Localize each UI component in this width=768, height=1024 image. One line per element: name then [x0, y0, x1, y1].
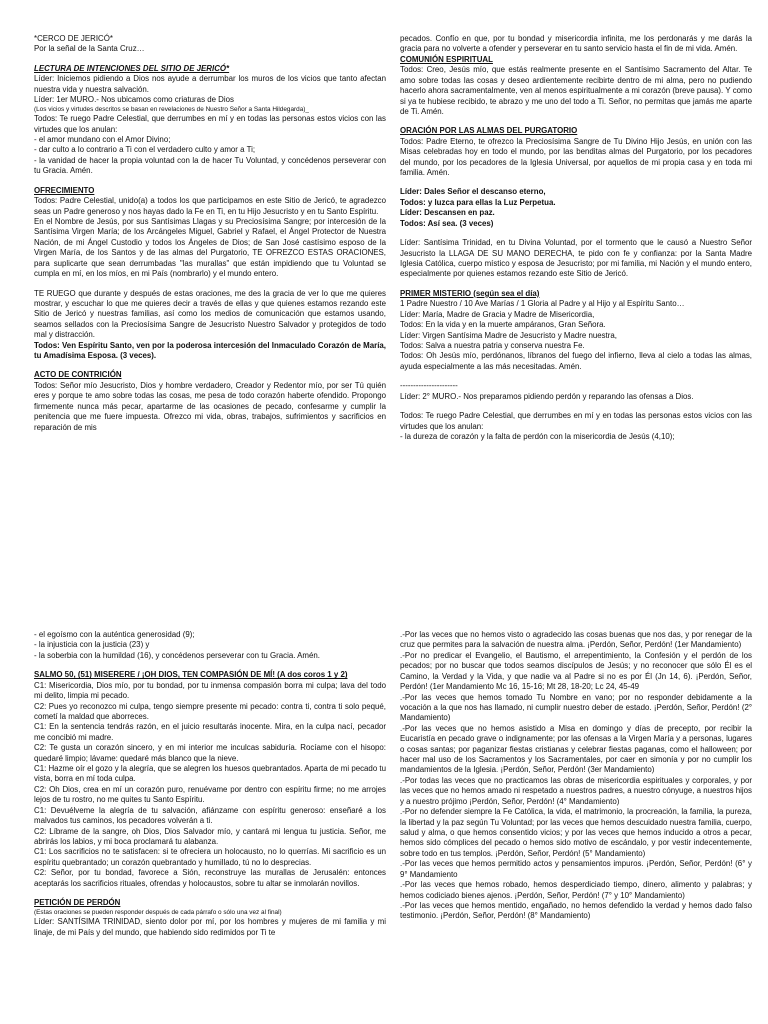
paragraph: C2: Líbrame de la sangre, oh Dios, Dios Salvador mío, y cantará mi lengua tu justicia. Señor, me abrirás los labios, y mi boca proclamará tu alabanza.: [34, 826, 386, 847]
paragraph: - dar culto a lo contrario a Ti con el verdadero culto y amor a Ti;: [34, 145, 256, 155]
left-column: [34, 630, 386, 938]
paragraph: *CERCO DE JERICÓ*: [34, 34, 113, 43]
paragraph: Líder: María, Madre de Gracia y Madre de Misericordia,: [400, 309, 595, 319]
paragraph: Todos: Ven Espíritu Santo, ven por la poderosa intercesión del Inmaculado Corazón de María, tu Amadísima Esposa. (3 veces).: [34, 340, 386, 361]
paragraph: Todos: Padre Eterno, te ofrezco la Preciosísima Sangre de Tu Divino Hijo Jesús, en unión con las Misas celebradas hoy en todo el mundo, por las benditas almas del Purgatorio, por los pecadores del mundo, por los pecadores de la Iglesia Universal, por aquellos de mi propia casa y en toda mi familia. Amén.: [400, 136, 752, 178]
paragraph: Todos: Te ruego Padre Celestial, que derrumbes en mí y en todas las personas estos vicios con las virtudes que los anulan:: [400, 411, 752, 431]
paragraph: Por la señal de la Santa Cruz…: [34, 44, 145, 54]
paragraph: Líder: 1er MURO.- Nos ubicamos como criaturas de Dios: [34, 95, 234, 105]
paragraph: Todos: Creo, Jesús mío, que estás realmente presente en el Santísimo Sacramento del Altar. Te amo sobre todas las cosas y deseo ardientemente recibirte dentro de mi alma, pero no pudiendo hacerlo ahora sacramentalmente, ven al menos espiritualmente a mi corazón (breve pausa). Y como si ya te hubiese recibido, te abrazo y me uno del todo a Ti. Señor, no permitas que jamás me aparte de Ti. Amén.: [400, 65, 752, 116]
paragraph: 1 Padre Nuestro / 10 Ave Marías / 1 Gloria al Padre y al Hijo y al Espíritu Santo…: [400, 299, 685, 309]
paragraph: - la soberbia con la humildad (16), y concédenos perseverar con tu Gracia. Amén.: [34, 650, 320, 660]
paragraph: Todos: Te ruego Padre Celestial, que derrumbes en mí y en todas las personas estos vicios con las virtudes que los anulan:: [34, 114, 386, 134]
paragraph: PRIMER MISTERIO (según sea el día): [400, 288, 540, 298]
right-column: [400, 630, 752, 922]
paragraph: Todos: Así sea. (3 veces): [400, 218, 494, 228]
paragraph: C2: Señor, por tu bondad, favorece a Sión, reconstruye las murallas de Jerusalén: entonces aceptarás los sacrificios rituales, ofrendas y holocaustos, sobre tu altar se inmolarán novillos.: [34, 868, 386, 888]
paragraph: .-Por las veces que hemos robado, hemos desperdiciado tiempo, dinero, alimento y palabras; y hemos codiciado bienes ajenos. ¡Perdón, Señor, Perdón! (7° y 10° Mandamiento): [400, 880, 752, 900]
paragraph: Todos: Padre Celestial, unido(a) a todos los que participamos en este Sitio de Jericó, te agradezco seas un Padre generoso y nos hayas dado la Fe en Ti, en tu Hijo Jesucristo y en tu Santo Espíritu.: [34, 196, 386, 216]
paragraph: C2: Pues yo reconozco mi culpa, tengo siempre presente mi pecado: contra ti, contra ti solo pequé, cometí la maldad que aborreces.: [34, 701, 386, 721]
paragraph: Todos: y luzca para ellas la Luz Perpetua.: [400, 197, 556, 207]
paragraph: .-Por las veces que hemos mentido, engañado, no hemos defendido la verdad y hemos dado falso testimonio. ¡Perdón, Señor, Perdón! (8° Mandamiento): [400, 900, 752, 921]
paragraph: (Estas oraciones se pueden responder después de cada párrafo o sólo una vez al final): [34, 908, 282, 916]
paragraph: C1: Misericordia, Dios mío, por tu bondad, por tu inmensa compasión borra mi culpa; lava del todo mi delito, limpia mi pecado.: [34, 680, 386, 701]
paragraph: ACTO DE CONTRICIÓN: [34, 370, 122, 380]
paragraph: Todos: Salva a nuestra patria y conserva nuestra Fe.: [400, 340, 585, 350]
paragraph: Líder: Dales Señor el descanso eterno,: [400, 187, 546, 197]
paragraph: En el Nombre de Jesús, por sus Santísimas Llagas y su Preciosísima Sangre; por intercesión de la Santísima Virgen María; de los Arcángeles Miguel, Gabriel y Rafael, el Ángel Protector de Nuestra Nación, de mi Ángel Custodio y todos los Ángeles de Dios; de San José castísimo esposo de la Virgen María, de los Santos y de las almas del Purgatorio, TE OFREZCO ESTAS ORACIONES, para suplicarte que sean derrumbadas "las murallas" que están impidiendo que tu Voluntad se cumpla en mí, en los míos, en mi País (nombrarlo) y el mundo entero.: [34, 216, 386, 279]
paragraph: Todos: Señor mío Jesucristo, Dios y hombre verdadero, Creador y Redentor mío, por ser Tú quién eres y porque te amo sobre todas las cosas, me pesa de todo corazón haberte ofendido. Propongo firmemente nunca más pecar, apartarme de las ocasiones de pecado, confesarme y cumplir la penitencia que me fuere impuesta. Ofrezco mi vida, obras, trabajos, sufrimientos y sacrificios en reparación de mis: [34, 380, 386, 432]
paragraph: LECTURA DE INTENCIONES DEL SITIO DE JERICÓ*: [34, 63, 230, 73]
left-column: [34, 34, 386, 433]
right-column: [400, 34, 752, 442]
paragraph: Líder: SANTÍSIMA TRINIDAD, siento dolor por mí, por los hombres y mujeres de mi familia y mi linaje, de mi País y del mundo, que habiendo sido redimidos por Ti te: [34, 917, 386, 937]
paragraph: .-Por no predicar el Evangelio, el Bautismo, el arrepentimiento, la Confesión y el perdón de los pecados; por no buscar que todos seamos discípulos de Jesús; y no reconocer que sólo Él es el Camino, la Verdad y la Vida, y que nadie va al Padre si no es por Él (Jn 14, 6). ¡Perdón, Señor, Perdón! (1er Mandamiento Mc 16, 15-16; Mt 28, 18-20; Lc 24, 45-49: [400, 650, 752, 692]
paragraph: .-Por las veces que no hemos visto o agradecido las cosas buenas que nos das, y por renegar de la cruz que permites para la salvación de nuestra alma. ¡Perdón, Señor, Perdón! (1er Mandamiento): [400, 630, 752, 650]
paragraph: .-Por las veces que hemos permitido actos y pensamientos impuros. ¡Perdón, Señor, Perdón! (6° y 9° Mandamiento: [400, 859, 752, 879]
paragraph: Líder: Virgen Santísima Madre de Jesucristo y Madre nuestra,: [400, 330, 617, 340]
paragraph: .-Por no defender siempre la Fe Católica, la vida, el matrimonio, la procreación, la familia, la pureza, la libertad y la paz según Tu Voluntad; por las veces que hemos descuidado nuestra familia, cuerpo, salud y alma, o que hemos consentido vicios; y por las veces que hemos inducido a otros a pecar, hemos sido cómplices del pecado o hemos sido motivo de escándalo, y por vestir indecentemente, sobre todo en tus templos. ¡Perdón, Señor, Perdón! (5° Mandamiento): [400, 807, 752, 858]
paragraph: .-Por todas las veces que no practicamos las obras de misericordia espirituales y corporales, y por las veces que no hemos amado ni respetado a nuestros padres, a nuestro cónyuge, a nuestros hijos y a nuestro prójimo ¡Perdón, Señor, Perdón! (4° Mandamiento): [400, 775, 752, 806]
paragraph: - la vanidad de hacer la propia voluntad con la de hacer Tu Voluntad, y concédenos perseverar con tu Gracia. Amén.: [34, 155, 386, 176]
paragraph: C1: En la sentencia tendrás razón, en el juicio resultarás inocente. Mira, en la culpa nací, pecador me concibió mi madre.: [34, 722, 386, 742]
paragraph: Líder: 2° MURO.- Nos preparamos pidiendo perdón y reparando las ofensas a Dios.: [400, 391, 694, 401]
paragraph: Líder: Santísima Trinidad, en tu Divina Voluntad, por el tormento que le causó a Nuestro Señor Jesucristo la LLAGA DE SU MANO DERECHA, te pido con fe y confianza: por la Santa Madre Iglesia Católica, cuerpo místico y esposa de Jesucristo; por mi familia, mi Nación y el mundo entero, especialmente por quienes estamos rezando este Sitio de Jericó.: [400, 238, 752, 279]
paragraph: - la injusticia con la justicia (23) y: [34, 640, 150, 650]
paragraph: .-Por las veces que hemos tomado Tu Nombre en vano; por no responder debidamente a la vocación a la que nos has llamado, ni cumplir nuestro deber de estado. ¡Perdón, Señor, Perdón! (2° Mandamiento): [400, 692, 752, 723]
paragraph: C1: Hazme oír el gozo y la alegría, que se alegren los huesos quebrantados. Aparta de mi pecado tu vista, borra en mí toda culpa.: [34, 764, 386, 784]
paragraph: ORACIÓN POR LAS ALMAS DEL PURGATORIO: [400, 126, 578, 136]
paragraph: .-Por las veces que no hemos asistido a Misa en domingo y días de precepto, por recibir la Eucaristía en pecado grave o indignamente; por las ofensas a la Virgen María y a personas, lugares o cosas santas; por paganizar fiestas cristianas y celebrar fiestas paganas, como el halloween; por hacer mal uso de los Sacramentos y los Sacramentales, por caer en simonía y por no cumplir los mandamientos de la Iglesia. ¡Perdón, Señor, Perdón! (3er Mandamiento): [400, 723, 752, 775]
paragraph: C2: Te gusta un corazón sincero, y en mi interior me inculcas sabiduría. Rocíame con el hisopo: quedaré limpio; lávame: quedaré más blanco que la nieve.: [34, 743, 386, 763]
paragraph: COMUNIÓN ESPIRITUAL: [400, 54, 493, 64]
paragraph: ----------------------: [400, 381, 458, 391]
paragraph: Todos: Oh Jesús mío, perdónanos, líbranos del fuego del infierno, lleva al cielo a todas las almas, ayuda especialmente a las más necesitadas. Amén.: [400, 351, 752, 371]
paragraph: C1: Los sacrificios no te satisfacen: si te ofreciera un holocausto, no lo querrías. Mi sacrificio es un espíritu quebrantado; un corazón quebrantado y humillado, tú no lo desprecias.: [34, 847, 386, 867]
paragraph: - el amor mundano con el Amor Divino;: [34, 135, 171, 145]
paragraph: C2: Oh Dios, crea en mí un corazón puro, renuévame por dentro con espíritu firme; no me arrojes lejos de tu rostro, no me quites tu Santo Espíritu.: [34, 784, 386, 805]
paragraph: - la dureza de corazón y la falta de perdón con la misericordia de Jesús (4,10);: [400, 431, 675, 441]
paragraph: - el egoísmo con la auténtica generosidad (9);: [34, 630, 195, 639]
paragraph: Líder: Descansen en paz.: [400, 208, 495, 218]
document-page-2: [0, 512, 768, 1024]
paragraph: (Los vicios y virtudes descritos se basan en revelaciones de Nuestro Señor a Santa Hildegarda)_: [34, 105, 309, 113]
paragraph: pecados. Confío en que, por tu bondad y misericordia infinita, me los perdonarás y me darás la gracia para no volverte a ofender y perseverar en tu santo servicio hasta el fin de mi vida. Amén.: [400, 34, 752, 54]
paragraph: Líder: Iniciemos pidiendo a Dios nos ayude a derrumbar los muros de los vicios que tanto afectan nuestra vida y nuestra salvación.: [34, 74, 386, 94]
paragraph: C1: Devuélveme la alegría de tu salvación, afiánzame con espíritu generoso: enseñaré a los malvados tus caminos, los pecadores volverán a ti.: [34, 805, 386, 826]
paragraph: SALMO 50, (51) MISERERE / ¡OH DIOS, TEN COMPASIÓN DE MÍ! (A dos coros 1 y 2): [34, 670, 348, 680]
paragraph: PETICIÓN DE PERDÓN: [34, 898, 121, 908]
paragraph: Todos: En la vida y en la muerte ampáranos, Gran Señora.: [400, 320, 606, 330]
paragraph: OFRECIMIENTO: [34, 185, 95, 195]
paragraph: TE RUEGO que durante y después de estas oraciones, me des la gracia de ver lo que me quieres mostrar, y escuchar lo que me quieres decir a través de ellas y que quienes estamos rezando este Sitio de Jericó y nuestras familias, así como los medios de comunicación que estamos usando, seamos sellados con la Preciosísima Sangre de Jesucristo Nuestro Salvador y protegidos de todo mal y distracción.: [34, 288, 386, 340]
